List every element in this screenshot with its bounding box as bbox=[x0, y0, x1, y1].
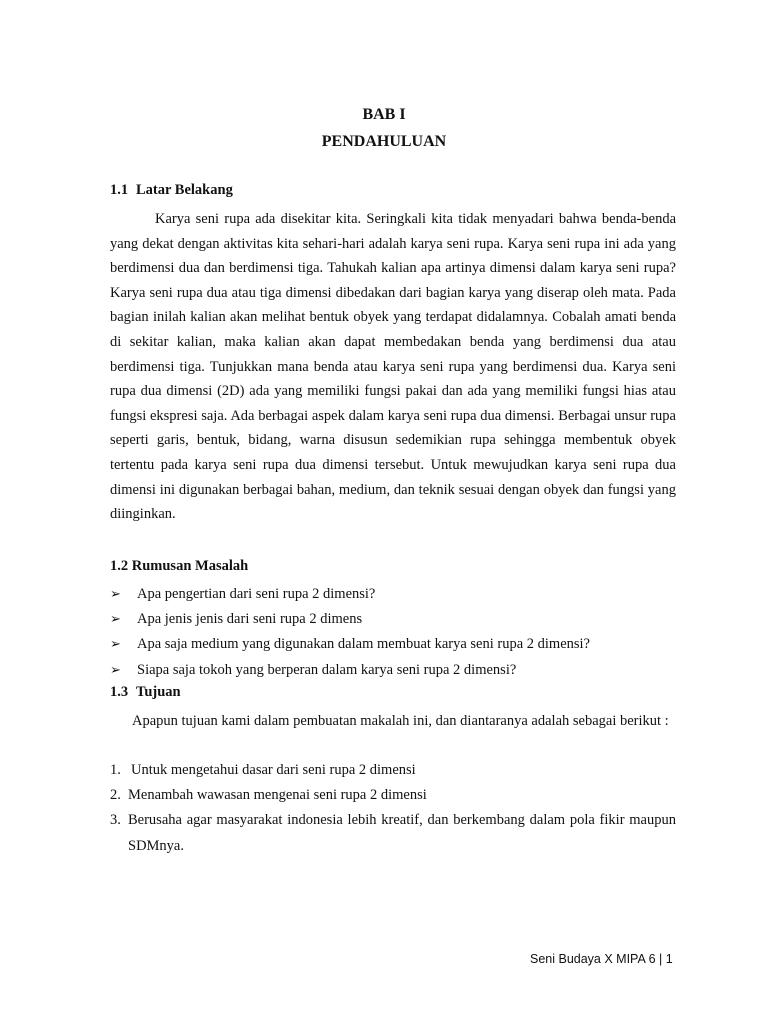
list-item-number: 3. bbox=[110, 812, 121, 829]
list-item bbox=[110, 658, 590, 683]
list-item-text: Apa jenis jenis dari seni rupa 2 dimens bbox=[137, 611, 363, 628]
list-item bbox=[110, 758, 676, 783]
list-item bbox=[110, 783, 676, 808]
section-heading-rumusan-masalah: 1.2 Rumusan Masalah bbox=[110, 558, 249, 574]
list-item-number: 2. bbox=[110, 787, 121, 804]
section-title: Latar Belakang bbox=[136, 182, 233, 198]
page-footer bbox=[530, 952, 673, 966]
list-item-number: 1. bbox=[110, 762, 121, 778]
paragraph-tujuan-intro: Apapun tujuan kami dalam pembuatan makalah ini, dan diantaranya adalah sebagai berikut : bbox=[132, 713, 669, 729]
list-item bbox=[110, 607, 590, 632]
list-item bbox=[110, 808, 676, 858]
arrowhead-bullet-icon: ➢ bbox=[110, 637, 121, 653]
paragraph-latar-belakang: Karya seni rupa ada disekitar kita. Seringkali kita tidak menyadari bahwa benda-benda yang dekat dengan aktivitas kita sehari-hari adalah karya seni rupa. Karya seni rupa ini ada yang berdimensi dua dan berdimensi tiga. Tahukah kalian apa artinya dimensi dalam karya seni rupa? Karya seni rupa dua atau tiga dimensi dibedakan dari bagian karya yang diserap oleh mata. Pada bagian inilah kalian akan melihat bentuk obyek yang terdapat didalamnya. Cobalah amati benda di sekitar kalian, maka kalian akan dapat membedakan benda yang berdimensi dua atau berdimensi tiga. Tunjukkan mana benda atau karya seni rupa yang berdimensi dua. Karya seni rupa dua dimensi (2D) ada yang memiliki fungsi pakai dan ada yang memiliki fungsi hias atau fungsi ekspresi saja. Ada berbagai aspek dalam karya seni rupa dua dimensi. Berbagai unsur rupa seperti garis, bentuk, bidang, warna disusun sedemikian rupa sehingga membentuk obyek tertentu pada karya seni rupa dua dimensi tersebut. Untuk mewujudkan karya seni rupa dua dimensi ini digunakan berbagai bahan, medium, dan teknik sesuai dengan obyek dan fungsi yang diinginkan. bbox=[110, 211, 676, 523]
list-item-text: Berusaha agar masyarakat indonesia lebih kreatif, dan berkembang dalam pola fikir maupun SDMnya. bbox=[128, 812, 676, 854]
section-number: 1.1 bbox=[110, 182, 129, 198]
arrowhead-bullet-icon: ➢ bbox=[110, 587, 121, 602]
footer-text: Seni Budaya X MIPA 6 bbox=[530, 952, 656, 966]
section-title: Tujuan bbox=[136, 684, 181, 700]
section-heading-latar-belakang bbox=[110, 182, 233, 199]
list-item-text: Untuk mengetahui dasar dari seni rupa 2 dimensi bbox=[131, 762, 416, 778]
rumusan-masalah-list bbox=[110, 582, 590, 683]
footer-separator: | bbox=[659, 952, 663, 966]
list-item-text: Menambah wawasan mengenai seni rupa 2 dimensi bbox=[128, 787, 427, 804]
tujuan-list bbox=[110, 758, 676, 859]
list-item-text: Apa pengertian dari seni rupa 2 dimensi? bbox=[137, 586, 376, 602]
list-item-text: Siapa saja tokoh yang berperan dalam karya seni rupa 2 dimensi? bbox=[137, 661, 517, 678]
section-heading-tujuan bbox=[110, 684, 181, 701]
arrowhead-bullet-icon: ➢ bbox=[110, 662, 121, 678]
page-number: 1 bbox=[665, 952, 673, 966]
list-item bbox=[110, 582, 590, 607]
chapter-number: BAB I bbox=[362, 106, 406, 123]
section-number: 1.3 bbox=[110, 684, 129, 700]
list-item bbox=[110, 632, 590, 657]
chapter-title: PENDAHULUAN bbox=[321, 133, 447, 150]
list-item-text: Apa saja medium yang digunakan dalam membuat karya seni rupa 2 dimensi? bbox=[137, 636, 590, 653]
arrowhead-bullet-icon: ➢ bbox=[110, 612, 121, 628]
